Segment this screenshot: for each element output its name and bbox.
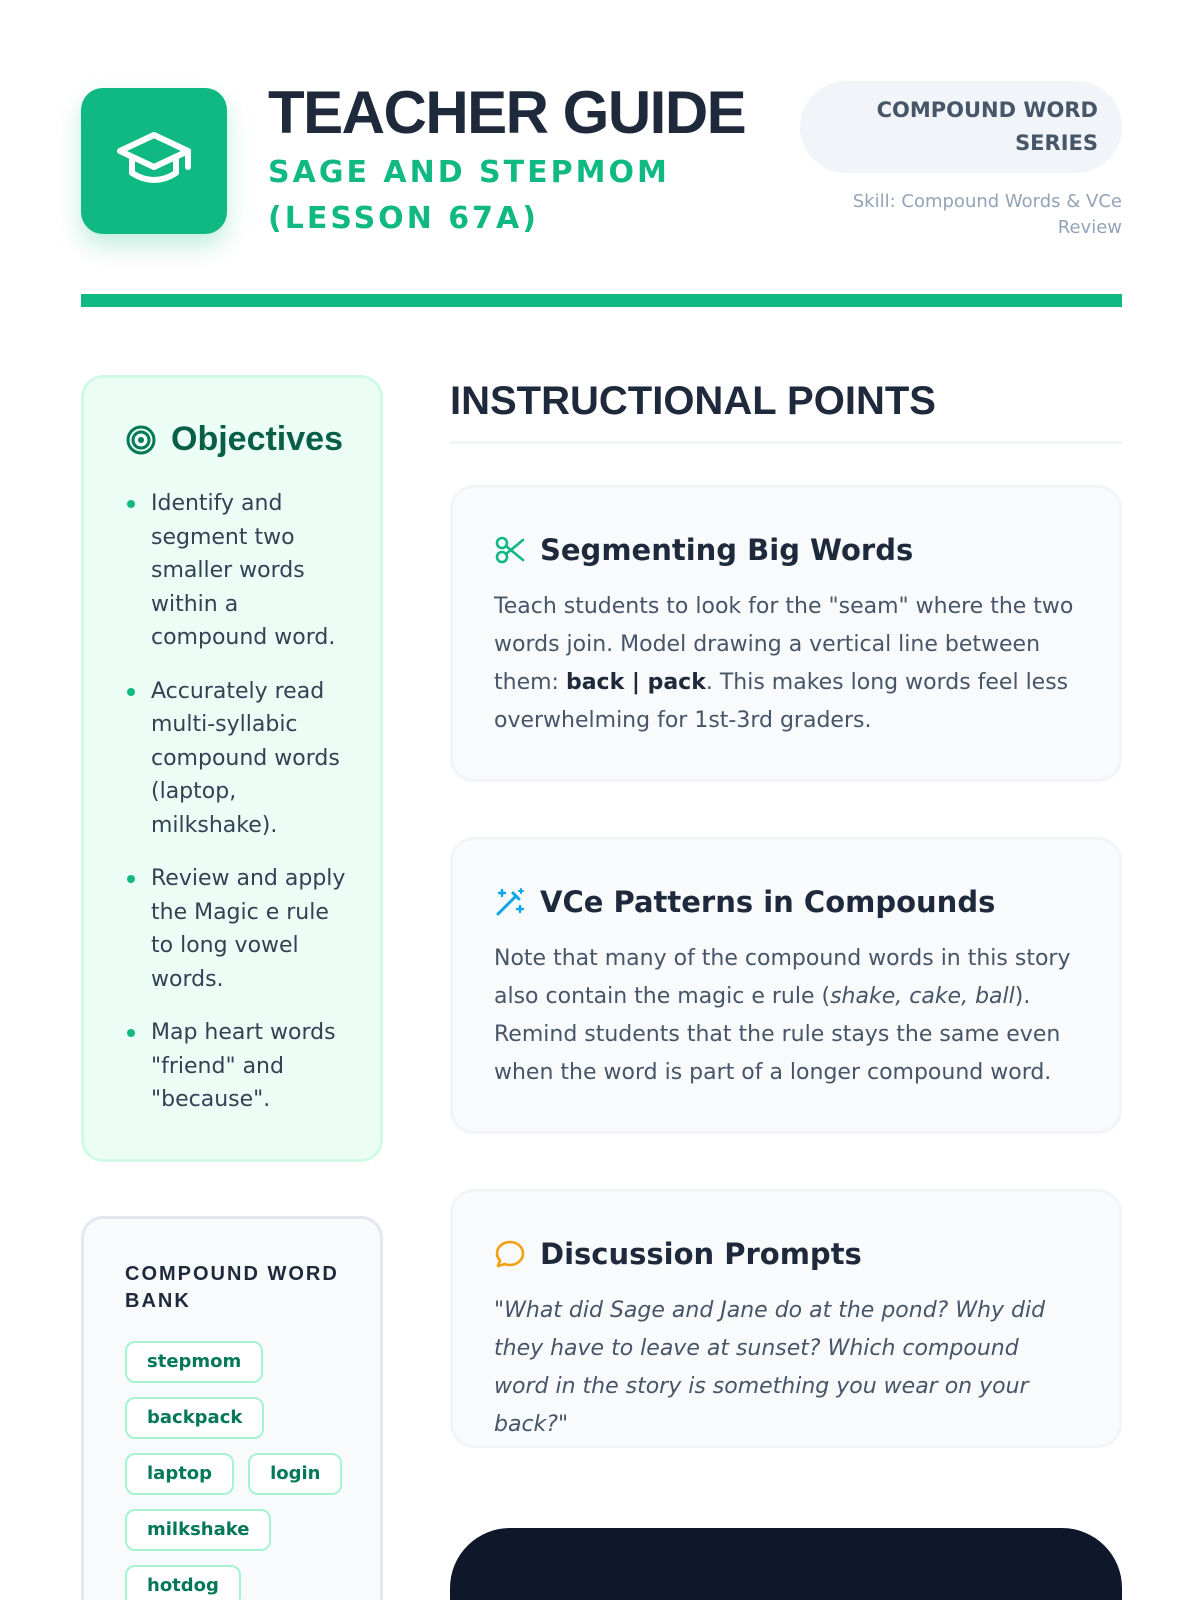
speech-bubble-icon — [494, 1238, 526, 1270]
skill-note: Skill: Compound Words & VCe Review — [852, 191, 1122, 238]
point-body-text: Note that many of the compound words in this story also contain the magic e rule ( — [494, 946, 1071, 1009]
word-bank-chips — [125, 1341, 355, 1600]
word-chip-login: login — [248, 1453, 342, 1495]
objectives-list — [125, 487, 350, 1117]
objectives-title: Objectives — [171, 420, 343, 458]
word-chip-stepmom: stepmom — [125, 1341, 263, 1383]
lesson-subtitle: SAGE AND STEPMOM (LESSON 67A) — [268, 155, 670, 236]
instructional-divider — [450, 441, 1122, 444]
segment-example: back | pack — [565, 670, 706, 695]
series-badge-label: COMPOUND WORD SERIES — [876, 98, 1098, 155]
point-card-vce — [450, 837, 1122, 1134]
header-divider — [81, 294, 1122, 307]
dark-panel — [450, 1528, 1122, 1600]
point-body — [494, 588, 1079, 740]
point-card-discussion — [450, 1189, 1122, 1448]
point-title: Discussion Prompts — [540, 1237, 862, 1271]
series-badge — [800, 81, 1122, 173]
objectives-header — [125, 420, 350, 459]
objective-item: Accurately read multi-syllabic compound words (laptop, milkshake). — [125, 675, 350, 843]
point-card-segmenting — [450, 485, 1122, 782]
point-header — [494, 880, 1079, 924]
scissors-icon — [494, 534, 526, 566]
objective-item: Identify and segment two smaller words within a compound word. — [125, 487, 350, 655]
point-body-text: Teach students to look for the "seam" where the two words join. Model drawing a vertical line between them: — [494, 594, 1074, 695]
point-body-text: . This makes long words feel less overwhelming for 1st-3rd graders. — [494, 670, 1069, 733]
word-chip-laptop: laptop — [125, 1453, 234, 1495]
word-chip-hotdog: hotdog — [125, 1565, 241, 1600]
discussion-prompt: "What did Sage and Jane do at the pond? Why did they have to leave at sunset? Which compound word in the story is something you wear on your back?" — [494, 1298, 1046, 1437]
point-header — [494, 528, 1079, 572]
objective-item: Map heart words "friend" and "because". — [125, 1016, 350, 1117]
instructional-heading: INSTRUCTIONAL POINTS — [450, 379, 936, 423]
objective-item: Review and apply the Magic e rule to long vowel words. — [125, 862, 350, 996]
point-header — [494, 1232, 1079, 1276]
magic-wand-icon — [494, 886, 526, 918]
page-title: TEACHER GUIDE — [268, 79, 746, 146]
title-block — [268, 79, 768, 242]
point-body — [494, 940, 1079, 1092]
vce-examples: shake, cake, ball — [830, 984, 1015, 1009]
logo-tile — [81, 88, 227, 234]
point-body-text: ). Remind students that the rule stays the same even when the word is part of a longer compound word. — [494, 984, 1061, 1085]
word-chip-backpack: backpack — [125, 1397, 264, 1439]
word-bank-title: COMPOUND WORD BANK — [125, 1263, 339, 1312]
target-icon — [125, 424, 157, 456]
point-title: VCe Patterns in Compounds — [540, 885, 996, 919]
objectives-card — [81, 375, 383, 1162]
point-title: Segmenting Big Words — [540, 533, 914, 567]
word-chip-milkshake: milkshake — [125, 1509, 271, 1551]
graduation-cap-icon — [116, 131, 192, 191]
word-bank-card — [81, 1216, 383, 1600]
